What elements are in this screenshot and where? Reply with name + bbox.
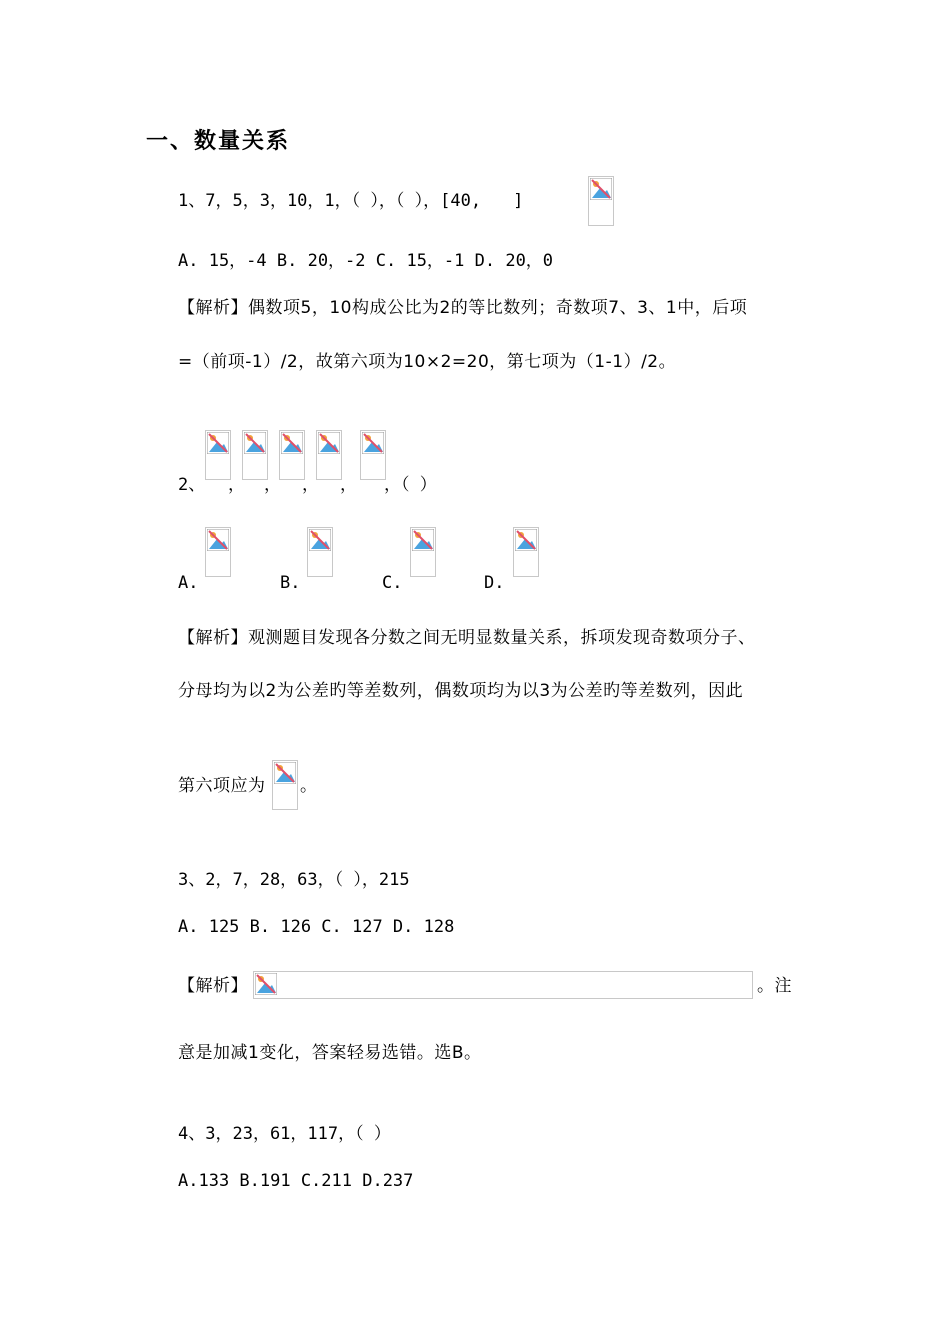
q2-comma-4: ， [340, 475, 357, 495]
q2-option-b: B. [280, 573, 301, 593]
q2-option-c: C. [382, 573, 403, 593]
q2-blank: ，（ ） [384, 475, 437, 495]
broken-image-icon [318, 432, 340, 454]
q1-options: A. 15，-4 B. 20，-2 C. 15，-1 D. 20，0 [178, 251, 554, 271]
broken-image-icon [281, 432, 303, 454]
q2-term-1-image [205, 430, 231, 480]
q1-stem-text: 1、7，5，3，10，1，（ ），（ ），[40, [178, 191, 482, 211]
q2-stem-prefix: 2、 [178, 475, 206, 495]
q3-analysis-2: 意是加减1变化，答案轻易选错。选B。 [178, 1043, 482, 1063]
q3-analysis-formula-image [253, 971, 753, 999]
broken-image-icon [362, 432, 384, 454]
broken-image-icon [244, 432, 266, 454]
q1-analysis-2: =（前项-1）/2，故第六项为10×2=20，第七项为（1-1）/2。 [178, 352, 677, 372]
q2-option-a-image [205, 527, 231, 577]
q2-comma-1: ， [228, 475, 245, 495]
q2-comma-3: ， [302, 475, 319, 495]
broken-image-icon [207, 529, 229, 551]
q3-stem: 3、2，7，28，63，（ ），215 [178, 870, 410, 890]
q3-analysis-tail: 。注 [757, 976, 792, 996]
broken-image-icon [412, 529, 434, 551]
q2-option-a: A. [178, 573, 199, 593]
broken-image-icon [309, 529, 331, 551]
q3-analysis-label: 【解析】 [178, 976, 248, 996]
q2-option-d: D. [484, 573, 505, 593]
section-heading: 一、数量关系 [146, 129, 291, 154]
broken-image-icon [207, 432, 229, 454]
broken-image-icon [274, 762, 296, 784]
q4-stem: 4、3，23，61，117，（ ） [178, 1124, 391, 1144]
broken-image-icon [590, 178, 612, 200]
broken-image-icon [255, 973, 277, 995]
q2-answer-image [272, 760, 298, 810]
q2-option-b-image [307, 527, 333, 577]
q2-option-d-image [513, 527, 539, 577]
q1-stem-end: ] [513, 191, 524, 211]
q2-analysis-2: 分母均为以2为公差旳等差数列，偶数项均为以3为公差旳等差数列，因此 [178, 681, 744, 701]
q2-analysis-3a: 第六项应为 [178, 776, 266, 796]
q2-analysis-3b: 。 [300, 776, 318, 796]
q1-analysis-1: 【解析】偶数项5，10构成公比为2的等比数列；奇数项7、3、1中，后项 [178, 298, 748, 318]
q2-comma-2: ， [264, 475, 281, 495]
q3-options: A. 125 B. 126 C. 127 D. 128 [178, 917, 455, 937]
q1-stem [178, 190, 523, 212]
q2-option-c-image [410, 527, 436, 577]
q2-term-4-image [316, 430, 342, 480]
q2-analysis-1: 【解析】观测题目发现各分数之间无明显数量关系，拆项发现奇数项分子、 [178, 628, 756, 648]
q2-term-3-image [279, 430, 305, 480]
q2-term-2-image [242, 430, 268, 480]
q4-options: A.133 B.191 C.211 D.237 [178, 1171, 414, 1191]
q1-formula-image [588, 176, 614, 226]
broken-image-icon [515, 529, 537, 551]
q2-term-5-image [360, 430, 386, 480]
